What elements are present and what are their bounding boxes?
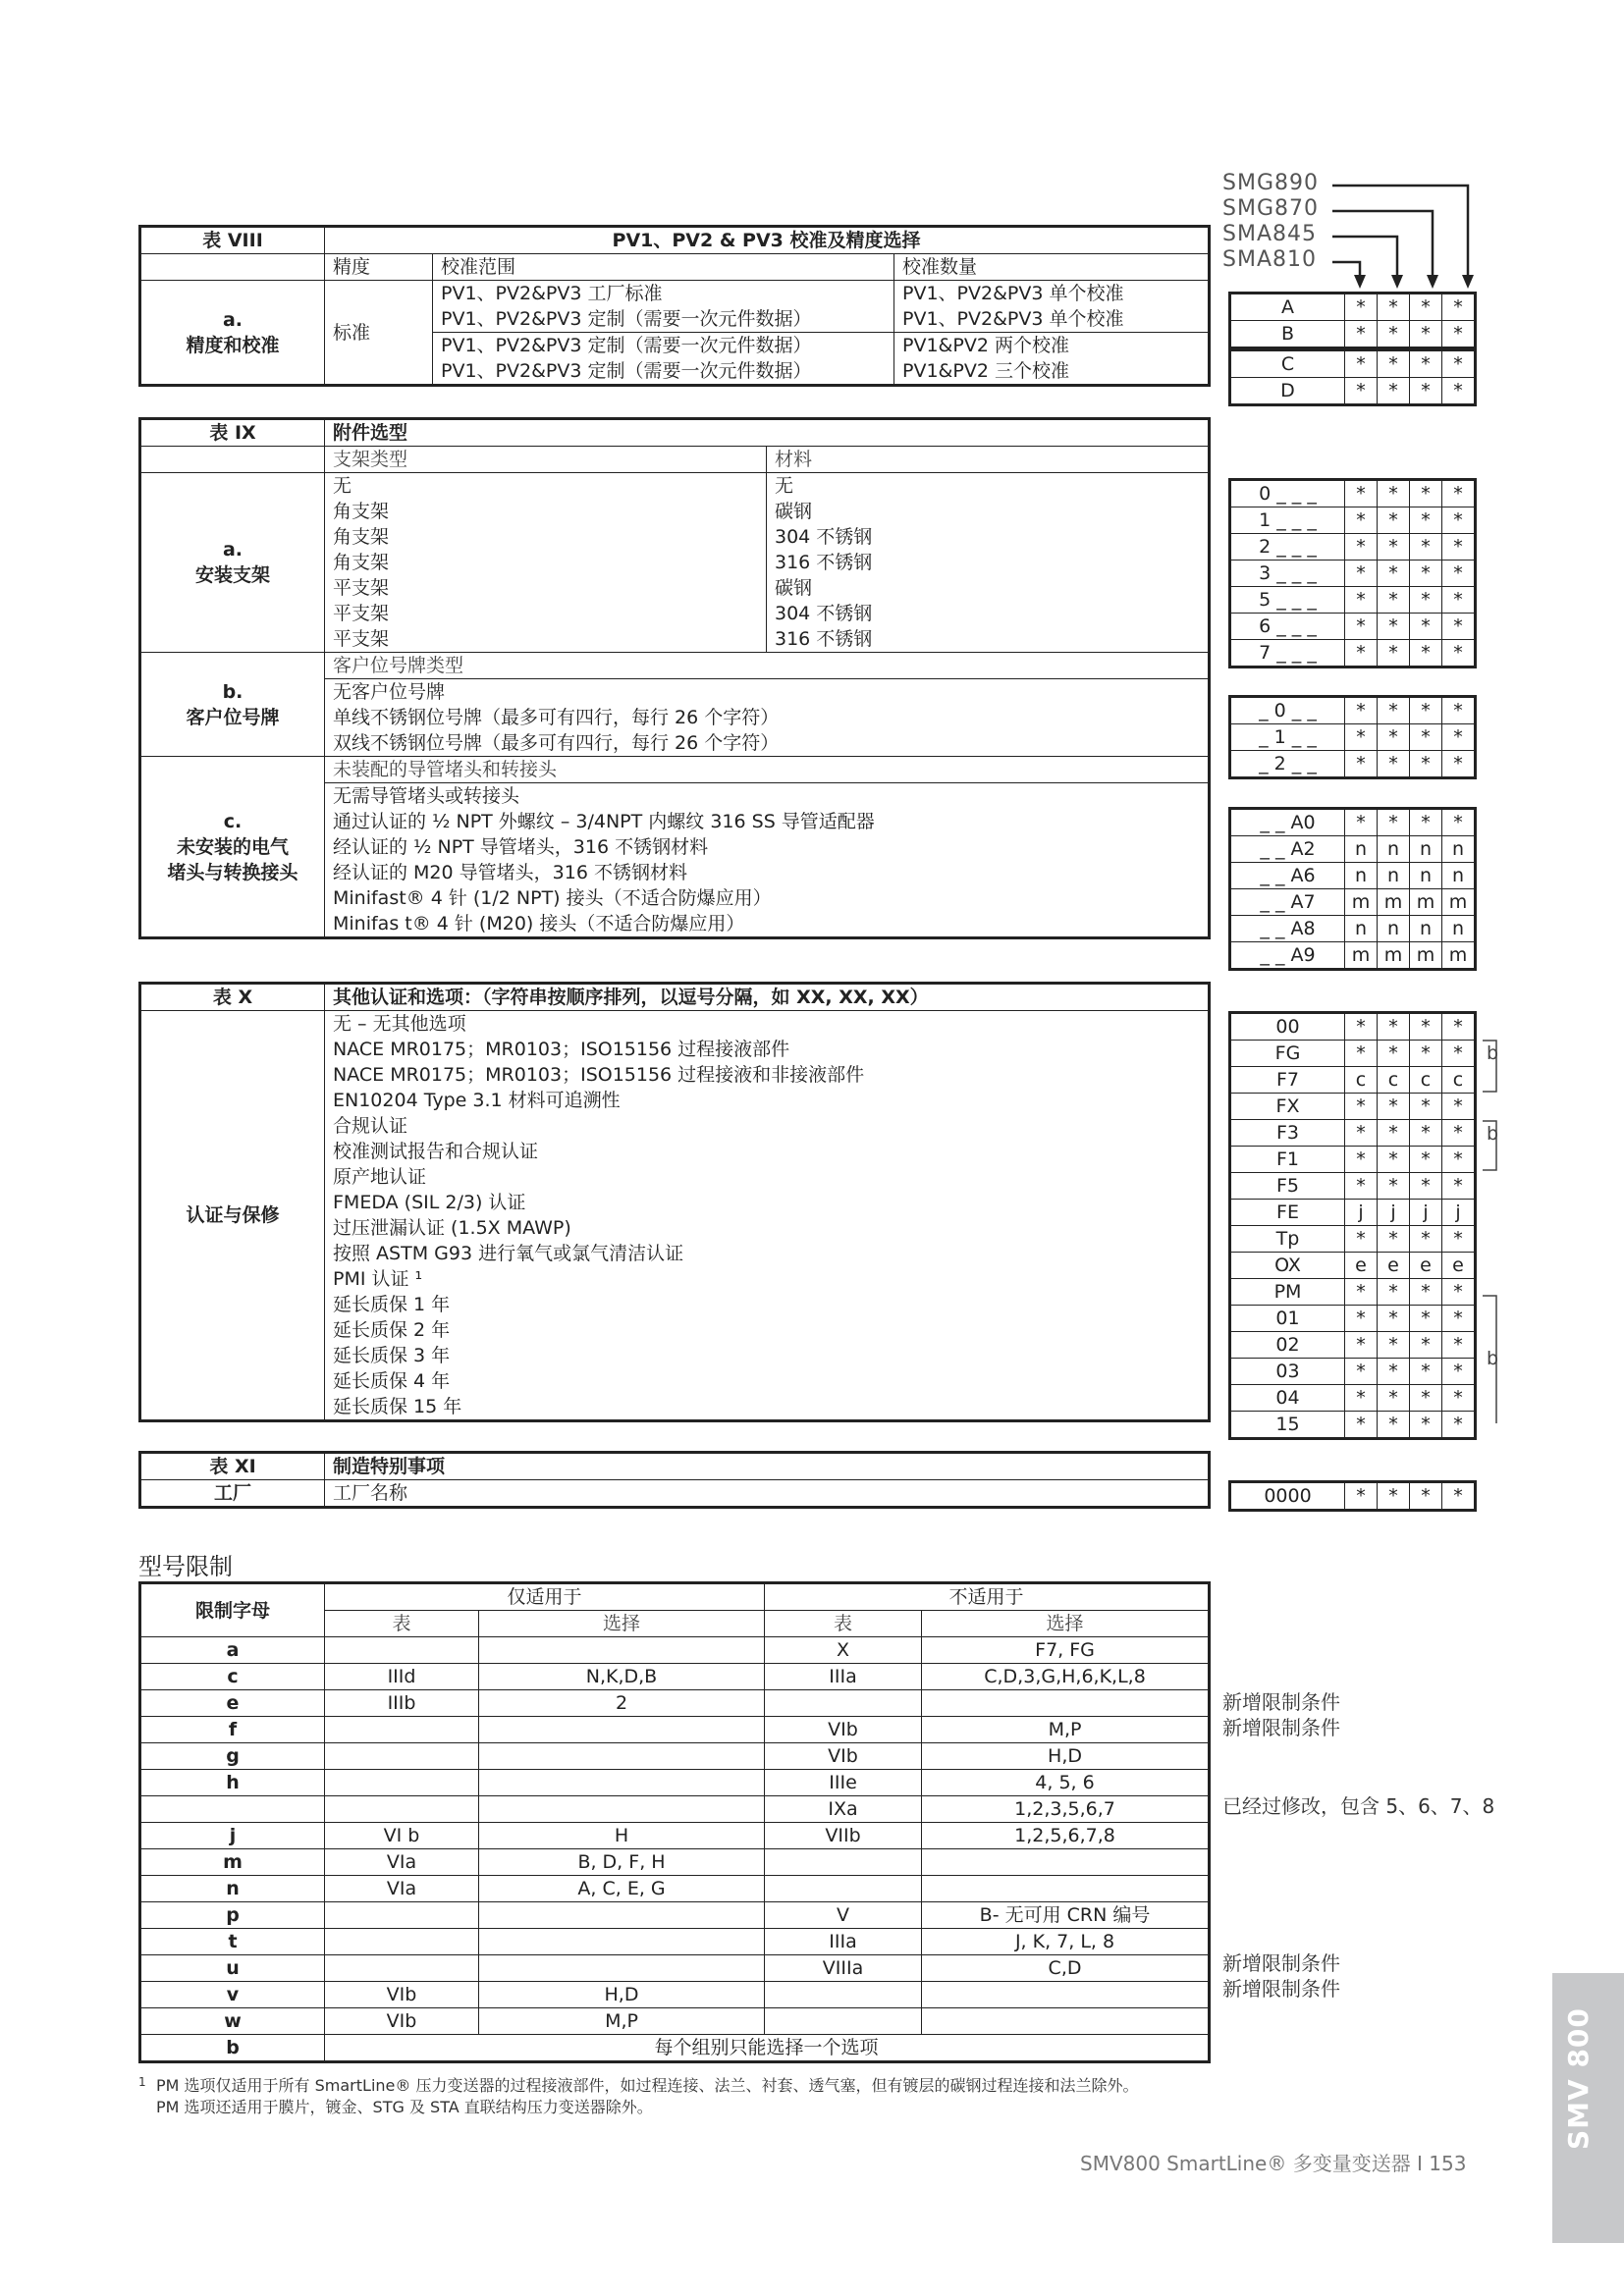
side-tab-label: SMV 800 [1562, 2007, 1595, 2150]
sub-header: 选择 [479, 1611, 765, 1637]
table-name: 表 X [140, 984, 325, 1011]
table-title: 制造特别事项 [325, 1453, 1210, 1480]
only-table: VIa [325, 1876, 479, 1902]
only-table [325, 1770, 479, 1796]
section-label: 工厂 [140, 1480, 325, 1508]
not-table: IXa [765, 1796, 922, 1823]
col-header: 仅适用于 [325, 1583, 765, 1611]
restriction-letter: t [140, 1929, 325, 1955]
not-table: VIb [765, 1717, 922, 1743]
conduit-list: 无需导管堵头或转接头 通过认证的 ½ NPT 外螺纹 – 3/4NPT 内螺纹 316 SS 导管适配器 经认证的 ½ NPT 导管堵头，316 不锈钢材料 经认证的 M20 导管堵头，316 不锈钢材料 Minifast® 4 针 (1/2 NPT) 接头（不适合防爆应用） Minifas t® 4 针 (M20) 接头（不适合防爆应用） [325, 783, 1210, 938]
not-table [765, 1849, 922, 1876]
section-label: b. 客户位号牌 [140, 653, 325, 757]
restriction-row [140, 1796, 1210, 1823]
restriction-row [140, 1743, 1210, 1770]
codes-x: 00 * * * * FG * * * * F7 c c c c FX * * * * F3 * * * * F1 * * * * F5 * * * * FE j j j j Tp * * * * OX e e e e PM * * * * 01 * * * * 02 * * * * 03 * * * * 04 * * * * 15 * * * * [1228, 1011, 1477, 1440]
table-x [138, 982, 1211, 1422]
only-table: VIb [325, 2008, 479, 2035]
only-table: VIa [325, 1849, 479, 1876]
restriction-note: 新增限制条件 [1222, 1716, 1340, 1740]
restriction-letter: p [140, 1902, 325, 1929]
range-cell: PV1、PV2&PV3 工厂标准 PV1、PV2&PV3 定制（需要一次元件数据） [433, 281, 894, 333]
only-selection: A, C, E, G [479, 1876, 765, 1902]
table-name: 表 VIII [140, 227, 325, 254]
only-selection: H,D [479, 1982, 765, 2008]
only-table: IIId [325, 1664, 479, 1690]
col-header: 精度 [325, 254, 433, 281]
only-table: VI b [325, 1823, 479, 1849]
restriction-row [140, 1823, 1210, 1849]
not-table [765, 1690, 922, 1717]
restriction-letter [140, 1796, 325, 1823]
restriction-letter: v [140, 1982, 325, 2008]
codes-xi: 0000 * * * * [1228, 1480, 1477, 1512]
only-selection [479, 1717, 765, 1743]
section-label: c. 未安装的电气 堵头与转换接头 [140, 757, 325, 938]
table-xi [138, 1451, 1211, 1509]
brace-label: b [1487, 1042, 1499, 1064]
table-title: 其他认证和选项：（字符串按顺序排列，以逗号分隔，如 XX, XX, XX） [325, 984, 1210, 1011]
restriction-letter: u [140, 1955, 325, 1982]
restriction-letter: b [140, 2035, 325, 2062]
restriction-row [140, 1902, 1210, 1929]
range-cell: PV1、PV2&PV3 定制（需要一次元件数据） PV1、PV2&PV3 定制（需要一次元件数据） [433, 333, 894, 386]
not-table: VIIIa [765, 1955, 922, 1982]
only-selection: H [479, 1823, 765, 1849]
col-header: 不适用于 [765, 1583, 1210, 1611]
not-selection: C,D [922, 1955, 1210, 1982]
only-table [325, 1902, 479, 1929]
restriction-note: 新增限制条件 [1222, 1689, 1340, 1714]
restriction-row [140, 1929, 1210, 1955]
page-footer: SMV800 SmartLine® 多变量变送器 I 153 [1080, 2152, 1467, 2175]
table-name: 表 IX [140, 419, 325, 447]
restriction-letter: e [140, 1690, 325, 1717]
table-viii [138, 225, 1211, 387]
only-selection: N,K,D,B [479, 1664, 765, 1690]
section-label: a. 精度和校准 [140, 281, 325, 386]
restriction-row [140, 1664, 1210, 1690]
not-selection [922, 2008, 1210, 2035]
not-selection [922, 1982, 1210, 2008]
precision-value: 标准 [325, 281, 433, 386]
tag-type-list: 无客户位号牌 单线不锈钢位号牌（最多可有四行，每行 26 个字符） 双线不锈钢位号牌（最多可有四行，每行 26 个字符） [325, 679, 1210, 757]
codes-viii-ab: A * * * * B * * * * [1228, 292, 1477, 349]
sub-header: 客户位号牌类型 [325, 653, 1210, 679]
not-table: X [765, 1637, 922, 1664]
restriction-row [140, 1982, 1210, 2008]
not-table [765, 1982, 922, 2008]
sub-header: 表 [765, 1611, 922, 1637]
codes-ix-a: 0 _ _ _ * * * * 1 _ _ _ * * * * 2 _ _ _ * * * * 3 _ _ _ * * * * 5 _ _ _ * * * * 6 _ _ _ * * * * 7 _ _ _ * * * * [1228, 478, 1477, 668]
footnote-mark: 1 [138, 2075, 146, 2089]
restriction-note: 已经过修改，包含 5、6、7、8 [1222, 1794, 1495, 1818]
restriction-note: 新增限制条件 [1222, 1977, 1340, 2002]
not-table: IIIe [765, 1770, 922, 1796]
model-legend [1222, 171, 1478, 289]
footnote-line: PM 选项还适用于膜片，镀金、STG 及 STA 直联结构压力变送器除外。 [156, 2098, 653, 2116]
restriction-row [140, 1690, 1210, 1717]
not-table: VIIb [765, 1823, 922, 1849]
model-arrows [1222, 171, 1478, 294]
restriction-row [140, 1849, 1210, 1876]
not-table: IIIa [765, 1929, 922, 1955]
table-ix [138, 417, 1211, 939]
sub-header: 选择 [922, 1611, 1210, 1637]
restriction-note: 新增限制条件 [1222, 1950, 1340, 1975]
sub-header: 未装配的导管堵头和转接头 [325, 757, 1210, 783]
not-selection: F7, FG [922, 1637, 1210, 1664]
only-selection [479, 1796, 765, 1823]
codes-viii-cd: C * * * * D * * * * [1228, 348, 1477, 406]
only-table [325, 1743, 479, 1770]
restrictions-heading: 型号限制 [138, 1553, 233, 1580]
restriction-letter: g [140, 1743, 325, 1770]
only-table [325, 1637, 479, 1664]
restriction-letter: j [140, 1823, 325, 1849]
not-selection: B- 无可用 CRN 编号 [922, 1902, 1210, 1929]
only-selection [479, 1770, 765, 1796]
only-table [325, 1796, 479, 1823]
sub-header: 表 [325, 1611, 479, 1637]
model-label: SMA845 [1222, 222, 1317, 246]
restrictions-table [138, 1581, 1211, 2063]
not-selection [922, 1690, 1210, 1717]
model-label: SMG870 [1222, 196, 1319, 221]
not-selection: 4, 5, 6 [922, 1770, 1210, 1796]
only-selection: B, D, F, H [479, 1849, 765, 1876]
restriction-row [140, 1876, 1210, 1902]
only-selection [479, 1902, 765, 1929]
not-table: IIIa [765, 1664, 922, 1690]
only-selection: 2 [479, 1690, 765, 1717]
only-selection [479, 1929, 765, 1955]
not-table: V [765, 1902, 922, 1929]
only-table [325, 1717, 479, 1743]
only-table [325, 1929, 479, 1955]
col-header: 限制字母 [140, 1583, 325, 1637]
only-table: VIb [325, 1982, 479, 2008]
not-selection: 1,2,5,6,7,8 [922, 1823, 1210, 1849]
codes-ix-c: _ _ A0 * * * * _ _ A2 n n n n _ _ A6 n n n n _ _ A7 m m m m _ _ A8 n n n n _ _ A9 m m m m [1228, 807, 1477, 971]
not-table [765, 2008, 922, 2035]
not-selection: C,D,3,G,H,6,K,L,8 [922, 1664, 1210, 1690]
not-selection [922, 1876, 1210, 1902]
col-header: 材料 [767, 447, 1210, 473]
table-title: 附件选型 [325, 419, 1210, 447]
count-cell: PV1、PV2&PV3 单个校准 PV1、PV2&PV3 单个校准 [894, 281, 1210, 333]
model-label: SMA810 [1222, 247, 1317, 272]
factory-value: 工厂名称 [325, 1480, 1210, 1508]
col-header: 校准范围 [433, 254, 894, 281]
restriction-letter: a [140, 1637, 325, 1664]
table-name: 表 XI [140, 1453, 325, 1480]
restriction-letter: c [140, 1664, 325, 1690]
only-table [325, 1955, 479, 1982]
restriction-letter: n [140, 1876, 325, 1902]
not-table [765, 1876, 922, 1902]
model-label: SMG890 [1222, 171, 1319, 195]
col-header: 校准数量 [894, 254, 1210, 281]
restriction-letter: f [140, 1717, 325, 1743]
restriction-row [140, 1637, 1210, 1664]
restriction-letter: w [140, 2008, 325, 2035]
not-selection: 1,2,3,5,6,7 [922, 1796, 1210, 1823]
restriction-row [140, 1955, 1210, 1982]
only-table: IIIb [325, 1690, 479, 1717]
restriction-row [140, 2008, 1210, 2035]
only-selection: M,P [479, 2008, 765, 2035]
restriction-letter: m [140, 1849, 325, 1876]
not-selection: M,P [922, 1717, 1210, 1743]
brace-label: b [1487, 1348, 1499, 1369]
count-cell: PV1&PV2 两个校准 PV1&PV2 三个校准 [894, 333, 1210, 386]
options-list: 无 – 无其他选项 NACE MR0175；MR0103；ISO15156 过程接液部件 NACE MR0175；MR0103；ISO15156 过程接液和非接液部件 EN10204 Type 3.1 材料可追溯性 合规认证 校准测试报告和合规认证 原产地认证 FMEDA (SIL 2/3) 认证 过压泄漏认证 (1.5X MAWP) 按照 ASTM G93 进行氧气或氯气清洁认证 PMI 认证 ¹ 延长质保 1 年 延长质保 2 年 延长质保 3 年 延长质保 4 年 延长质保 15 年 [325, 1011, 1210, 1421]
restriction-letter: h [140, 1770, 325, 1796]
section-label: a. 安装支架 [140, 473, 325, 653]
not-selection: H,D [922, 1743, 1210, 1770]
side-tab [1552, 1973, 1624, 2243]
brace-label: b [1487, 1123, 1499, 1145]
bracket-type-list: 无 角支架 角支架 角支架 平支架 平支架 平支架 [325, 473, 767, 653]
restriction-row [140, 1717, 1210, 1743]
col-header: 支架类型 [325, 447, 767, 473]
only-selection [479, 1955, 765, 1982]
only-selection [479, 1637, 765, 1664]
footnote-line: PM 选项仅适用于所有 SmartLine® 压力变送器的过程接液部件，如过程连接、法兰、衬套、透气塞，但有镀层的碳钢过程连接和法兰除外。 [156, 2076, 1139, 2095]
not-selection: J, K, 7, L, 8 [922, 1929, 1210, 1955]
codes-ix-b: _ 0 _ _ * * * * _ 1 _ _ * * * * _ 2 _ _ * * * * [1228, 695, 1477, 779]
section-label: 认证与保修 [140, 1011, 325, 1421]
only-selection [479, 1743, 765, 1770]
not-selection [922, 1849, 1210, 1876]
not-table: VIb [765, 1743, 922, 1770]
restriction-text: 每个组别只能选择一个选项 [325, 2035, 1210, 2062]
bracket-material-list: 无 碳钢 304 不锈钢 316 不锈钢 碳钢 304 不锈钢 316 不锈钢 [767, 473, 1210, 653]
restriction-row [140, 1770, 1210, 1796]
table-title: PV1、PV2 & PV3 校准及精度选择 [325, 227, 1210, 254]
footnote [138, 2075, 1277, 2118]
